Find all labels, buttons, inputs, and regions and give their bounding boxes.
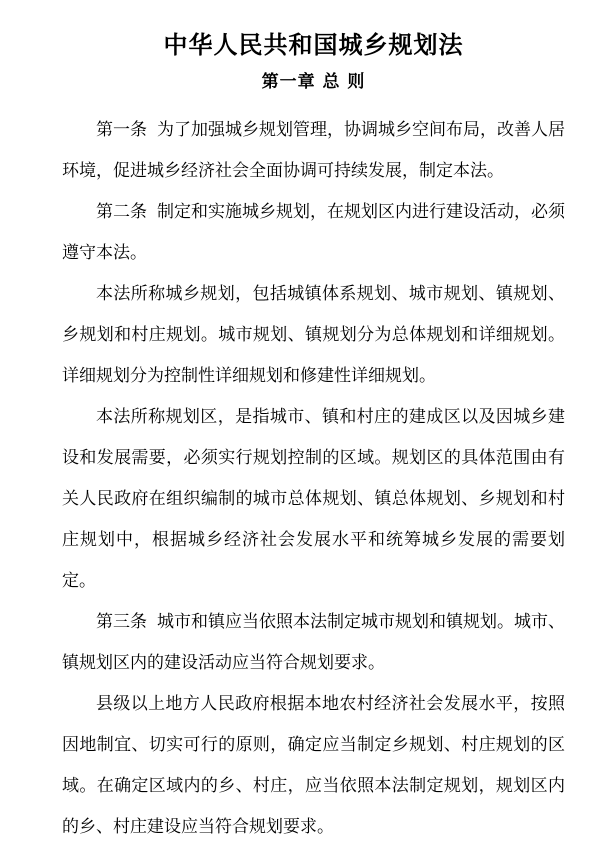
- chapter-heading: 第一章 总 则: [261, 72, 366, 92]
- article-number: 第一条: [96, 120, 147, 140]
- paragraph-article-1: [62, 110, 565, 192]
- paragraph-planning-area: [62, 397, 565, 602]
- paragraph-urban-rural-planning: [62, 274, 565, 397]
- paragraph-text: 本法所称规划区，是指城市、镇和村庄的建成区以及因城乡建设和发展需要，必须实行规划控制的区域。规划区的具体范围由有关人民政府在组织编制的城市总体规划、镇总体规划、乡规划和村庄规划中，根据城乡经济社会发展水平和统筹城乡发展的需要划定。: [62, 407, 565, 591]
- paragraph-article-2: [62, 192, 565, 274]
- paragraph-text: 为了加强城乡规划管理，协调城乡空间布局，改善人居环境，促进城乡经济社会全面协调可持续发展，制定本法。: [62, 120, 565, 181]
- article-number: 第三条: [96, 612, 147, 632]
- paragraph-text: 县级以上地方人民政府根据本地农村经济社会发展水平，按照因地制宜、切实可行的原则，确定应当制定乡规划、村庄规划的区域。在确定区域内的乡、村庄，应当依照本法制定规划，规划区内的乡、村庄建设应当符合规划要求。: [62, 694, 565, 837]
- article-number: 第二条: [96, 202, 147, 222]
- document-title: 中华人民共和国城乡规划法: [163, 31, 464, 59]
- paragraph-article-3: [62, 602, 565, 684]
- paragraph-text: 城市和镇应当依照本法制定城市规划和镇规划。城市、镇规划区内的建设活动应当符合规划要求。: [62, 612, 565, 673]
- document-body: [62, 110, 565, 848]
- paragraph-county-level: [62, 684, 565, 848]
- paragraph-text: 本法所称城乡规划，包括城镇体系规划、城市规划、镇规划、乡规划和村庄规划。城市规划、镇规划分为总体规划和详细规划。详细规划分为控制性详细规划和修建性详细规划。: [62, 284, 565, 386]
- paragraph-text: 制定和实施城乡规划，在规划区内进行建设活动，必须遵守本法。: [62, 202, 565, 263]
